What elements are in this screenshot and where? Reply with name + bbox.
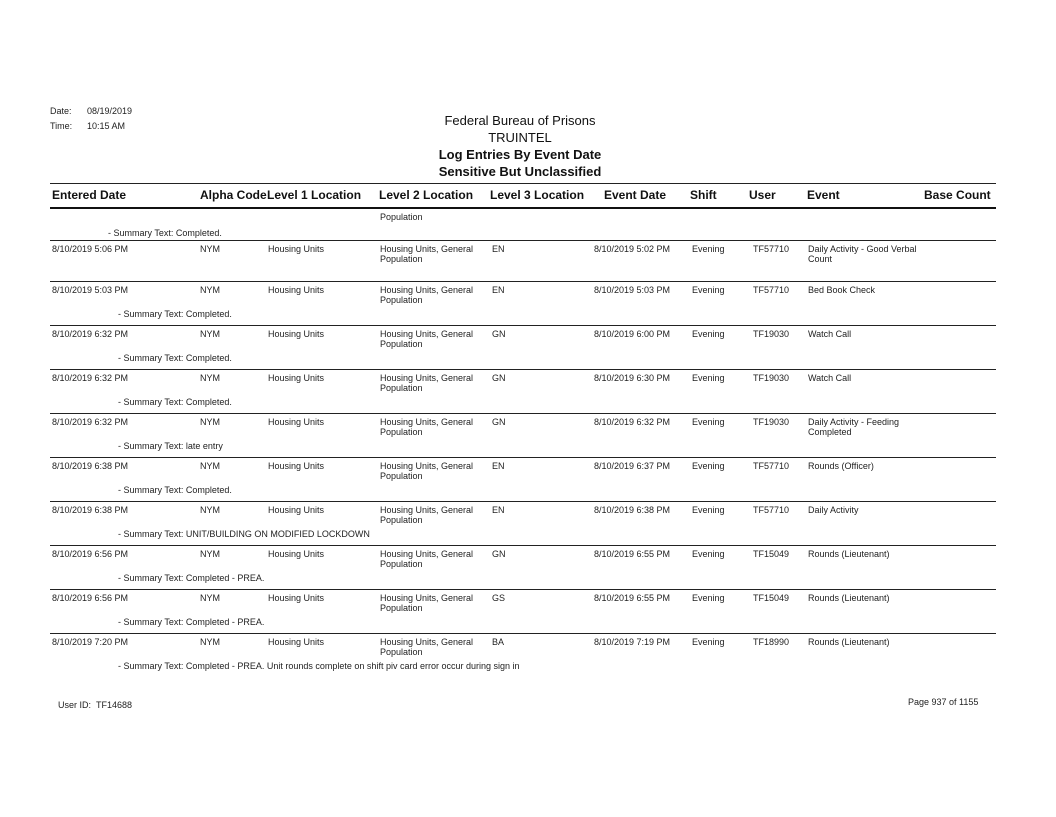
level3-location-cell: GN [492, 549, 506, 559]
col-shift: Shift [690, 188, 717, 202]
event-date-cell: 8/10/2019 6:30 PM [594, 373, 671, 383]
alpha-code-cell: NYM [200, 329, 220, 339]
event-date-cell: 8/10/2019 6:55 PM [594, 593, 671, 603]
column-headers [0, 188, 1056, 204]
row-rule [50, 501, 996, 502]
shift-cell: Evening [692, 637, 725, 647]
level3-location-cell: GN [492, 329, 506, 339]
alpha-code-cell: NYM [200, 637, 220, 647]
entered-date-cell: 8/10/2019 5:03 PM [52, 285, 129, 295]
user-cell: TF57710 [753, 505, 790, 515]
summary-text: - Summary Text: Completed. [118, 485, 232, 495]
row-rule [50, 633, 996, 634]
row-rule [50, 589, 996, 590]
event-cell: Daily Activity - Good Verbal Count [808, 244, 917, 264]
shift-cell: Evening [692, 461, 725, 471]
header-top-rule [50, 183, 996, 184]
entered-date-cell: 8/10/2019 6:32 PM [52, 417, 129, 427]
shift-cell: Evening [692, 505, 725, 515]
row-rule [50, 369, 996, 370]
footer-user-id [58, 700, 132, 710]
user-cell: TF19030 [753, 373, 790, 383]
entered-date-cell: 8/10/2019 6:38 PM [52, 461, 129, 471]
page-number: Page 937 of 1155 [908, 697, 979, 707]
event-date-cell: 8/10/2019 6:32 PM [594, 417, 671, 427]
level3-location-cell: EN [492, 461, 505, 471]
level1-location-cell: Housing Units [268, 417, 325, 427]
event-cell: Daily Activity [808, 505, 859, 515]
alpha-code-cell: NYM [200, 505, 220, 515]
level2-location-cell: Housing Units, General Population [380, 329, 474, 349]
entered-date-cell: 8/10/2019 5:06 PM [52, 244, 129, 254]
event-cell: Rounds (Lieutenant) [808, 637, 890, 647]
summary-text: - Summary Text: Completed - PREA. [118, 617, 265, 627]
level1-location-cell: Housing Units [268, 593, 325, 603]
shift-cell: Evening [692, 244, 725, 254]
report-title: Log Entries By Event Date [438, 147, 602, 162]
level1-location-cell: Housing Units [268, 549, 325, 559]
summary-text: - Summary Text: Completed. [118, 309, 232, 319]
col-level1: Level 1 Location [267, 188, 362, 202]
user-cell: TF15049 [753, 549, 790, 559]
alpha-code-cell: NYM [200, 244, 220, 254]
event-cell: Rounds (Officer) [808, 461, 874, 471]
user-cell: TF19030 [753, 417, 790, 427]
entered-date-cell: 8/10/2019 6:56 PM [52, 549, 129, 559]
level3-location-cell: GN [492, 373, 506, 383]
level3-location-cell: GS [492, 593, 506, 603]
summary-text: - Summary Text: UNIT/BUILDING ON MODIFIED LOCKDOWN [118, 529, 370, 539]
alpha-code-cell: NYM [200, 373, 220, 383]
level2-location-cell: Housing Units, General Population [380, 244, 474, 264]
user-id-label: User ID: [58, 700, 92, 710]
date-label: Date: [50, 106, 72, 116]
shift-cell: Evening [692, 593, 725, 603]
col-event: Event [807, 188, 840, 202]
time-value: 10:15 AM [87, 121, 126, 131]
summary-text: - Summary Text: late entry [118, 441, 223, 451]
level1-location-cell: Housing Units [268, 373, 325, 383]
row-rule [50, 457, 996, 458]
carryover-level2: Population [380, 212, 423, 222]
user-cell: TF57710 [753, 244, 790, 254]
col-event-date: Event Date [604, 188, 667, 202]
level1-location-cell: Housing Units [268, 461, 325, 471]
level3-location-cell: EN [492, 244, 505, 254]
summary-text: - Summary Text: Completed. [118, 397, 232, 407]
entered-date-cell: 8/10/2019 7:20 PM [52, 637, 129, 647]
event-date-cell: 8/10/2019 5:03 PM [594, 285, 671, 295]
event-cell: Rounds (Lieutenant) [808, 549, 890, 559]
event-cell: Bed Book Check [808, 285, 876, 295]
level3-location-cell: GN [492, 417, 506, 427]
event-cell: Watch Call [808, 329, 852, 339]
classification: Sensitive But Unclassified [438, 164, 602, 179]
level1-location-cell: Housing Units [268, 637, 325, 647]
row-rule [50, 240, 996, 241]
report-date [50, 106, 132, 116]
user-cell: TF57710 [753, 285, 790, 295]
shift-cell: Evening [692, 329, 725, 339]
report-header [300, 112, 740, 180]
row-rule [50, 545, 996, 546]
event-date-cell: 8/10/2019 7:19 PM [594, 637, 671, 647]
shift-cell: Evening [692, 285, 725, 295]
event-cell: Rounds (Lieutenant) [808, 593, 890, 603]
summary-text: - Summary Text: Completed - PREA. Unit rounds complete on shift piv card error occur during sign in [118, 661, 520, 671]
level2-location-cell: Housing Units, General Population [380, 417, 474, 437]
entered-date-cell: 8/10/2019 6:38 PM [52, 505, 129, 515]
level2-location-cell: Housing Units, General Population [380, 549, 474, 569]
entered-date-cell: 8/10/2019 6:32 PM [52, 373, 129, 383]
time-label: Time: [50, 121, 73, 131]
carryover-summary: - Summary Text: Completed. [108, 228, 222, 238]
level2-location-cell: Housing Units, General Population [380, 285, 474, 305]
report-time [50, 121, 125, 131]
alpha-code-cell: NYM [200, 417, 220, 427]
row-rule [50, 281, 996, 282]
org-name: Federal Bureau of Prisons [444, 113, 596, 128]
event-date-cell: 8/10/2019 6:37 PM [594, 461, 671, 471]
row-rule [50, 413, 996, 414]
alpha-code-cell: NYM [200, 461, 220, 471]
level3-location-cell: EN [492, 505, 505, 515]
system-name: TRUINTEL [488, 130, 552, 145]
user-cell: TF15049 [753, 593, 790, 603]
summary-text: - Summary Text: Completed. [118, 353, 232, 363]
level2-location-cell: Housing Units, General Population [380, 637, 474, 657]
event-date-cell: 8/10/2019 6:38 PM [594, 505, 671, 515]
level1-location-cell: Housing Units [268, 285, 325, 295]
user-cell: TF19030 [753, 329, 790, 339]
event-cell: Watch Call [808, 373, 852, 383]
shift-cell: Evening [692, 549, 725, 559]
col-level2: Level 2 Location [379, 188, 474, 202]
shift-cell: Evening [692, 373, 725, 383]
level2-location-cell: Housing Units, General Population [380, 373, 474, 393]
col-entered-date: Entered Date [52, 188, 127, 202]
shift-cell: Evening [692, 417, 725, 427]
level1-location-cell: Housing Units [268, 244, 325, 254]
row-rule [50, 325, 996, 326]
level2-location-cell: Housing Units, General Population [380, 505, 474, 525]
level3-location-cell: BA [492, 637, 505, 647]
date-value: 08/19/2019 [87, 106, 133, 116]
level3-location-cell: EN [492, 285, 505, 295]
event-date-cell: 8/10/2019 6:55 PM [594, 549, 671, 559]
entered-date-cell: 8/10/2019 6:32 PM [52, 329, 129, 339]
event-date-cell: 8/10/2019 5:02 PM [594, 244, 671, 254]
level1-location-cell: Housing Units [268, 505, 325, 515]
col-base-count: Base Count [924, 188, 991, 202]
col-alpha-code: Alpha Code [200, 188, 267, 202]
event-cell: Daily Activity - Feeding Completed [808, 417, 900, 437]
entered-date-cell: 8/10/2019 6:56 PM [52, 593, 129, 603]
alpha-code-cell: NYM [200, 285, 220, 295]
user-cell: TF57710 [753, 461, 790, 471]
level2-location-cell: Housing Units, General Population [380, 593, 474, 613]
user-id-value: TF14688 [96, 700, 133, 710]
event-date-cell: 8/10/2019 6:00 PM [594, 329, 671, 339]
col-level3: Level 3 Location [490, 188, 585, 202]
alpha-code-cell: NYM [200, 549, 220, 559]
level2-location-cell: Housing Units, General Population [380, 461, 474, 481]
alpha-code-cell: NYM [200, 593, 220, 603]
col-user: User [749, 188, 776, 202]
user-cell: TF18990 [753, 637, 790, 647]
level1-location-cell: Housing Units [268, 329, 325, 339]
header-bottom-rule [50, 207, 996, 209]
summary-text: - Summary Text: Completed - PREA. [118, 573, 265, 583]
